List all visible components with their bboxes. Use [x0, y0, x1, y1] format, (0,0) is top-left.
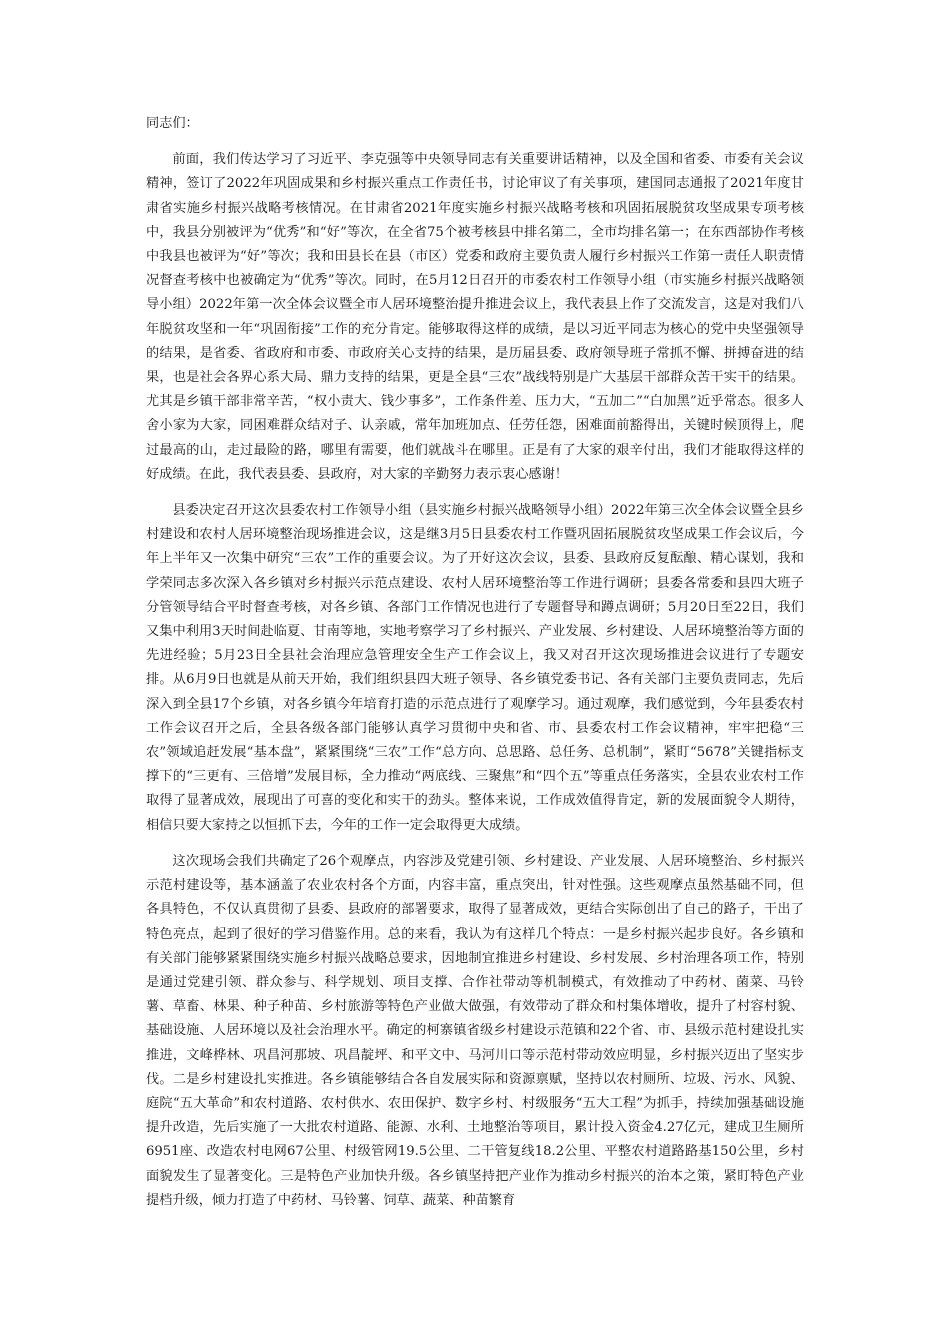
paragraph-3: 这次现场会我们共确定了26个观摩点，内容涉及党建引领、乡村建设、产业发展、人居环境整治、乡村振兴示范村建设等，基本涵盖了农业农村各个方面，内容丰富，重点突出，针对性强。这些观摩点虽然基础不同，但各具特色，不仅认真贯彻了县委、县政府的部署要求，取得了显著成效，更结合实际创出了自己的路子，干出了特色亮点，起到了很好的学习借鉴作用。总的来看，我认为有这样几个特点：一是乡村振兴起步良好。各乡镇和有关部门能够紧紧围绕实施乡村振兴战略总要求，因地制宜推进乡村建设、乡村发展、乡村治理各项工作，特别是通过党建引领、群众参与、科学规划、项目支撑、合作社带动等机制模式，有效推动了中药材、菌菜、马铃薯、草畜、林果、种子种苗、乡村旅游等特色产业做大做强，有效带动了群众和村集体增收，提升了村容村貌、基础设施、人居环境以及社会治理水平。确定的柯寨镇省级乡村建设示范镇和22个省、市、县级示范村建设扎实推进，文峰桦林、巩昌河那坡、巩昌靛坪、和平文中、马河川口等示范村带动效应明显，乡村振兴迈出了坚实步伐。二是乡村建设扎实推进。各乡镇能够结合各自发展实际和资源禀赋，坚持以农村厕所、垃圾、污水、风貌、庭院“五大革命”和农村道路、农村供水、农田保护、数字乡村、村级服务“五大工程”为抓手，持续加强基础设施提升改造，先后实施了一大批农村道路、能源、水利、土地整治等项目，累计投入资金4.27亿元，建成卫生厕所6951座、改造农村电网67公里、村级管网19.5公里、二干管复线18.2公里、平整农村道路路基150公里，乡村面貌发生了显著变化。三是特色产业加快升级。各乡镇坚持把产业作为推动乡村振兴的治本之策，紧盯特色产业提档升级，倾力打造了中药材、马铃薯、饲草、蔬菜、种苗繁育 [146, 853, 804, 1208]
salutation: 同志们： [146, 116, 199, 131]
document-body [146, 112, 804, 1225]
paragraph-2: 县委决定召开这次县委农村工作领导小组（县实施乡村振兴战略领导小组）2022年第三次全体会议暨全县乡村建设和农村人居环境整治现场推进会议，这是继3月5日县委农村工作暨巩固拓展脱贫攻坚成果工作会议后，今年上半年又一次集中研究“三农”工作的重要会议。为了开好这次会议，县委、县政府反复酝酿、精心谋划，我和学荣同志多次深入各乡镇对乡村振兴示范点建设、农村人居环境整治等工作进行调研；县委各常委和县四大班子分管领导结合平时督查考核，对各乡镇、各部门工作情况也进行了专题督导和蹲点调研；5月20日至22日，我们又集中利用3天时间赴临夏、甘南等地，实地考察学习了乡村振兴、产业发展、乡村建设、人居环境整治等方面的先进经验；5月23日全县社会治理应急管理安全生产工作会议上，我又对召开这次现场推进会议进行了专题安排。从6月9日也就是从前天开始，我们组织县四大班子领导、各乡镇党委书记、各有关部门主要负责同志，先后深入到全县17个乡镇，对各乡镇今年培育打造的示范点进行了观摩学习。通过观摩，我们感觉到，今年县委农村工作会议召开之后，全县各级各部门能够认真学习贯彻中央和省、市、县委农村工作会议精神，牢牢把稳“三农”领域追赶发展“基本盘”，紧紧围绕“三农”工作“总方向、总思路、总任务、总机制”，紧盯“5678”关键指标支撑下的“三更有、三倍增”发展目标，全力推动“两底线、三聚焦”和“四个五”等重点任务落实，全县农业农村工作取得了显著成效，展现出了可喜的变化和实干的劲头。整体来说，工作成效值得肯定，新的发展面貌令人期待，相信只要大家持之以恒抓下去，今年的工作一定会取得更大成绩。 [146, 503, 804, 833]
paragraph-1: 前面，我们传达学习了习近平、李克强等中央领导同志有关重要讲话精神，以及全国和省委、市委有关会议精神，签订了2022年巩固成果和乡村振兴重点工作责任书，讨论审议了有关事项，建国同志通报了2021年度甘肃省实施乡村振兴战略考核情况。在甘肃省2021年度实施乡村振兴战略考核和巩固拓展脱贫攻坚成果专项考核中，我县分别被评为“优秀”和“好”等次，在全省75个被考核县中排名第二，全市均排名第一；在东西部协作考核中我县也被评为“好”等次；我和田县长在县（市区）党委和政府主要负责人履行乡村振兴工作第一责任人职责情况督查考核中也被确定为“优秀”等次。同时，在5月12日召开的市委农村工作领导小组（市实施乡村振兴战略领导小组）2022年第一次全体会议暨全市人居环境整治提升推进会议上，我代表县上作了交流发言，这是对我们八年脱贫攻坚和一年“巩固衔接”工作的充分肯定。能够取得这样的成绩，是以习近平同志为核心的党中央坚强领导的结果，是省委、省政府和市委、市政府关心支持的结果，是历届县委、政府领导班子常抓不懈、拼搏奋进的结果，也是社会各界心系大局、鼎力支持的结果，更是全县“三农”战线特别是广大基层干部群众苦干实干的结果。尤其是乡镇干部非常辛苦，“权小责大、钱少事多”，工作条件差、压力大，“五加二”“白加黑”近乎常态。很多人舍小家为大家，同困难群众结对子、认亲戚，常年加班加点、任劳任怨，困难面前豁得出，关键时候顶得上，爬过最高的山，走过最险的路，哪里有需要，他们就战斗在哪里。正是有了大家的艰辛付出，我们才能取得这样的好成绩。在此，我代表县委、县政府，对大家的辛勤努力表示衷心感谢！ [146, 152, 804, 482]
